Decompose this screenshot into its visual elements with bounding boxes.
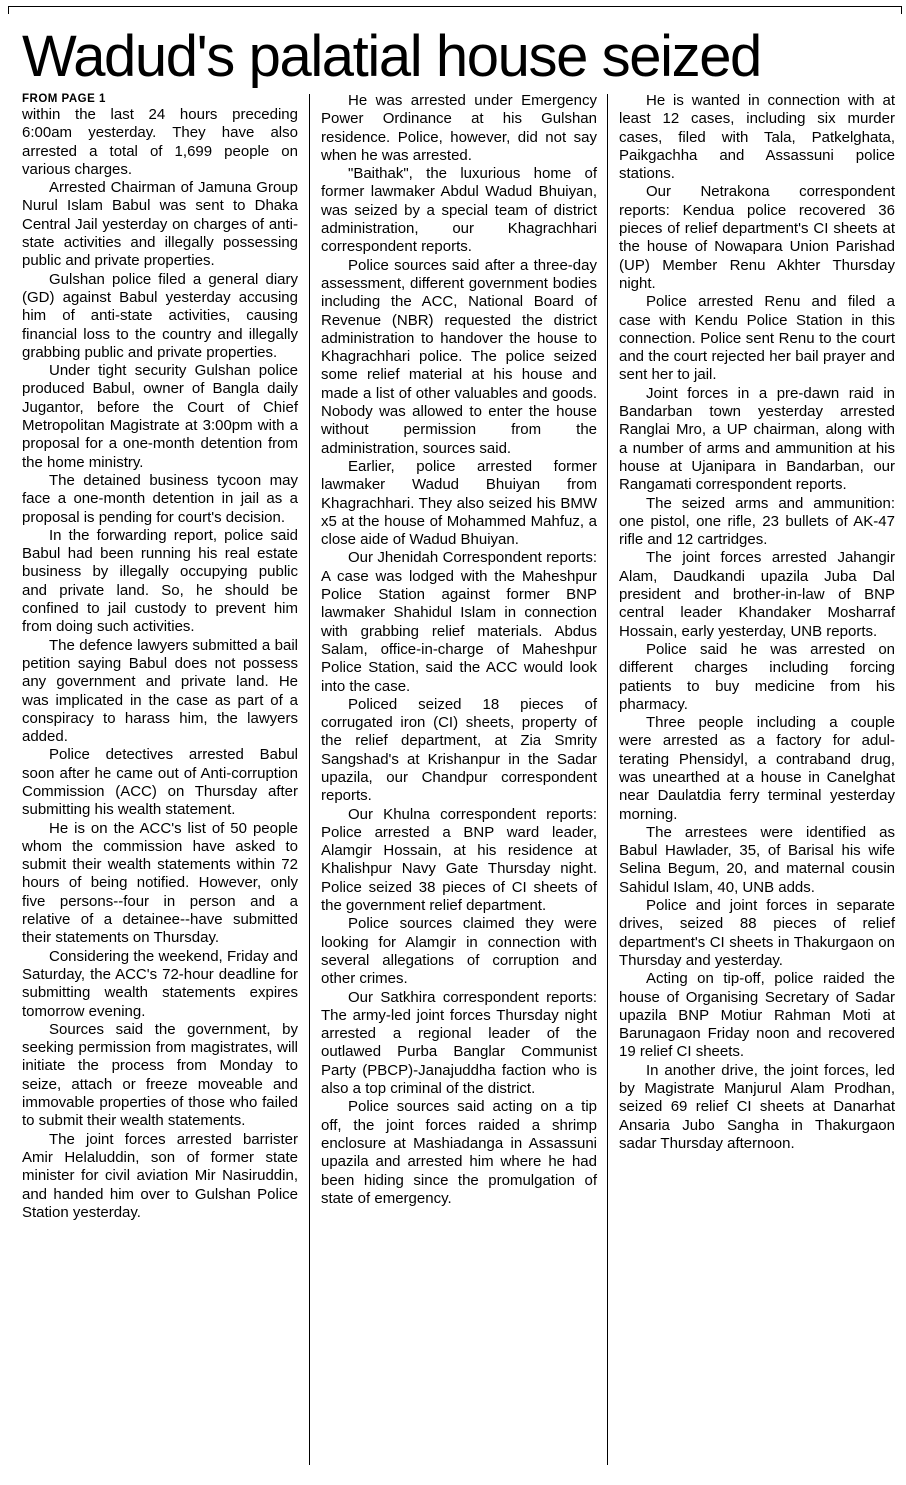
headline: Wadud's palatial house seized (22, 24, 761, 89)
paragraph: He is wanted in connection with at least 12 cases, including six murder cases, filed with Tala, Patkelghata, Paikgachha and Assassuni police stations. (619, 92, 895, 183)
paragraph: Arrested Chairman of Jamuna Group Nurul Islam Babul was sent to Dhaka Central Jail yesterday on charges of anti-state activities and illegally possessing public and private properties. (22, 179, 298, 270)
paragraph: Our Khulna correspondent reports: Police arrested a BNP ward leader, Alamgir Hossain, at his residence at Khalishpur Navy Gate Thursday night. Police seized 38 pieces of CI sheets of the government relief department. (321, 805, 597, 915)
continuation-kicker: FROM PAGE 1 (22, 93, 106, 105)
paragraph: Earlier, police arrested former lawmaker Wadud Bhuiyan from Khagrachhari. They also seized his BMW x5 at the house of Mohammed Mahfuz, a close aide of Wadud Bhuiyan. (321, 457, 597, 549)
paragraph: He was arrested under Emergency Power Ordinance at his Gulshan residence. Police, however, did not say when he was arrested. (321, 92, 597, 164)
paragraph: Policed seized 18 pieces of corrugated iron (CI) sheets, property of the relief department, at Zia Smrity Sangshad's at Krishanpur in the Sadar upazila, our Chandpur correspondent reports. (321, 695, 597, 805)
paragraph: In the forwarding report, police said Babul had been running his real estate business by illegally occupying public and private land. So, he should be confined to jail custody to prevent him from doing such activities. (22, 526, 298, 636)
paragraph: He is on the ACC's list of 50 people whom the commission have asked to submit their wealth statements within 72 hours of being notified. However, only five persons--four in person and a relative of a detainee--have submitted their statements on Thursday. (22, 819, 298, 947)
paragraph: Sources said the government, by seeking permission from magistrates, will initiate the process from Monday to seize, attach or freeze moveable and immovable properties of those who failed to submit their wealth statements. (22, 1020, 298, 1130)
top-rule (8, 6, 902, 7)
paragraph: The arrestees were identified as Babul Hawlader, 35, of Barisal his wife Selina Begum, 20, and maternal cousin Sahidul Islam, 40, UNB adds. (619, 823, 895, 896)
paragraph: within the last 24 hours preceding 6:00am yesterday. They have also arrested a total of 1,699 people on various charges. (22, 106, 298, 178)
article-column-2 (321, 92, 597, 1208)
paragraph: Gulshan police filed a general diary (GD) against Babul yesterday accusing him of anti-state activities, causing financial loss to the country and illegally grabbing public and private properties. (22, 270, 298, 361)
paragraph: Police detectives arrested Babul soon after he came out of Anti-corruption Commission (ACC) on Thursday after submitting his wealth statement. (22, 746, 298, 819)
left-corner-rule (8, 6, 9, 14)
right-corner-rule (901, 6, 902, 14)
paragraph: Police arrested Renu and filed a case with Kendu Police Station in this connection. Police sent Renu to the court and the court rejected her bail prayer and sent her to jail. (619, 293, 895, 384)
paragraph: Joint forces in a pre-dawn raid in Bandarban town yesterday arrested Ranglai Mro, a UP chairman, along with a number of arms and ammunition at his house at Ujanipara in Bandarban, our Rangamati correspondent reports. (619, 384, 895, 494)
paragraph: The seized arms and ammunition: one pistol, one rifle, 23 bullets of AK-47 rifle and 12 cartridges. (619, 494, 895, 549)
paragraph: The defence lawyers submitted a bail petition saying Babul does not possess any government and private land. He was implicated in the case as part of a conspiracy to harass him, the lawyers added. (22, 636, 298, 746)
paragraph: Police said he was arrested on different charges including forcing patients to buy medicine from his pharmacy. (619, 640, 895, 713)
paragraph: Police sources said after a three-day assessment, different government bodies including the ACC, National Board of Revenue (NBR) requested the district administration to handover the house to Khagrachhari police. The police seized some relief material at his house and made a list of other valuables and goods. Nobody was allowed to enter the house without permission from the administration, sources said. (321, 256, 597, 457)
paragraph: Acting on tip-off, police raided the house of Organising Secretary of Sadar upazila BNP Motiur Rahman Moti at Barunagaon Friday noon and recovered 19 relief CI sheets. (619, 970, 895, 1061)
paragraph: Police sources claimed they were looking for Alamgir in connection with several allegations of corruption and other crimes. (321, 915, 597, 988)
paragraph: Considering the weekend, Friday and Saturday, the ACC's 72-hour deadline for submitting wealth statements expires tomorrow evening. (22, 947, 298, 1020)
paragraph: Our Jhenidah Correspondent reports: A case was lodged with the Maheshpur Police Station against former BNP lawmaker Shahidul Islam in connection with grabbing relief materials. Abdus Salam, office-in-charge of Maheshpur Police Station, said the ACC would look into the case. (321, 549, 597, 695)
column-divider (309, 94, 310, 1465)
article-column-1 (22, 92, 298, 1222)
paragraph: In another drive, the joint forces, led by Magistrate Manjurul Alam Prodhan, seized 69 relief CI sheets at Danarhat Ansaria Jubo Sangha in Thakurgaon sadar Thursday afternoon. (619, 1061, 895, 1152)
paragraph: Police sources said acting on a tip off, the joint forces raided a shrimp enclosure at Mashiadanga in Assassuni upazila and arrested him where he had been hiding since the promulgation of state of emergency. (321, 1098, 597, 1207)
paragraph: The detained business tycoon may face a one-month detention in jail as a proposal is pending for court's decision. (22, 471, 298, 526)
paragraph: Under tight security Gulshan police produced Babul, owner of Bangla daily Jugantor, before the Court of Chief Metropolitan Magistrate at 3:00pm with a proposal for a one-month detention from the home ministry. (22, 362, 298, 471)
paragraph: Our Satkhira correspondent reports: The army-led joint forces Thursday night arrested a regional leader of the outlawed Purba Banglar Communist Party (PBCP)-Janajuddha faction who is also a top criminal of the district. (321, 988, 597, 1098)
paragraph: Police and joint forces in separate drives, seized 88 pieces of relief department's CI sheets in Thakurgaon on Thursday and yesterday. (619, 897, 895, 969)
column-divider (607, 94, 608, 1465)
paragraph: The joint forces arrested barrister Amir Helaluddin, son of former state minister for civil aviation Mir Nasiruddin, and handed him over to Gulshan Police Station yesterday. (22, 1130, 298, 1221)
paragraph: The joint forces arrested Jahangir Alam, Daudkandi upazila Juba Dal president and brother-in-law of BNP central leader Khandaker Mosharraf Hossain, early yesterday, UNB reports. (619, 549, 895, 640)
paragraph: Three people including a couple were arrested as a factory for adulterating Phensidyl, a contraband drug, was unearthed at a house in Canelghat near Daulatdia ferry terminal yesterday morning. (619, 714, 895, 823)
paragraph: "Baithak", the luxurious home of former lawmaker Abdul Wadud Bhuiyan, was seized by a special team of district administration, our Khagrachhari correspondent reports. (321, 165, 597, 256)
article-column-3 (619, 92, 895, 1153)
paragraph: Our Netrakona correspondent reports: Kendua police recovered 36 pieces of relief department's CI sheets at the house of Nowapara Union Parishad (UP) Member Renu Akhter Thursday night. (619, 183, 895, 292)
